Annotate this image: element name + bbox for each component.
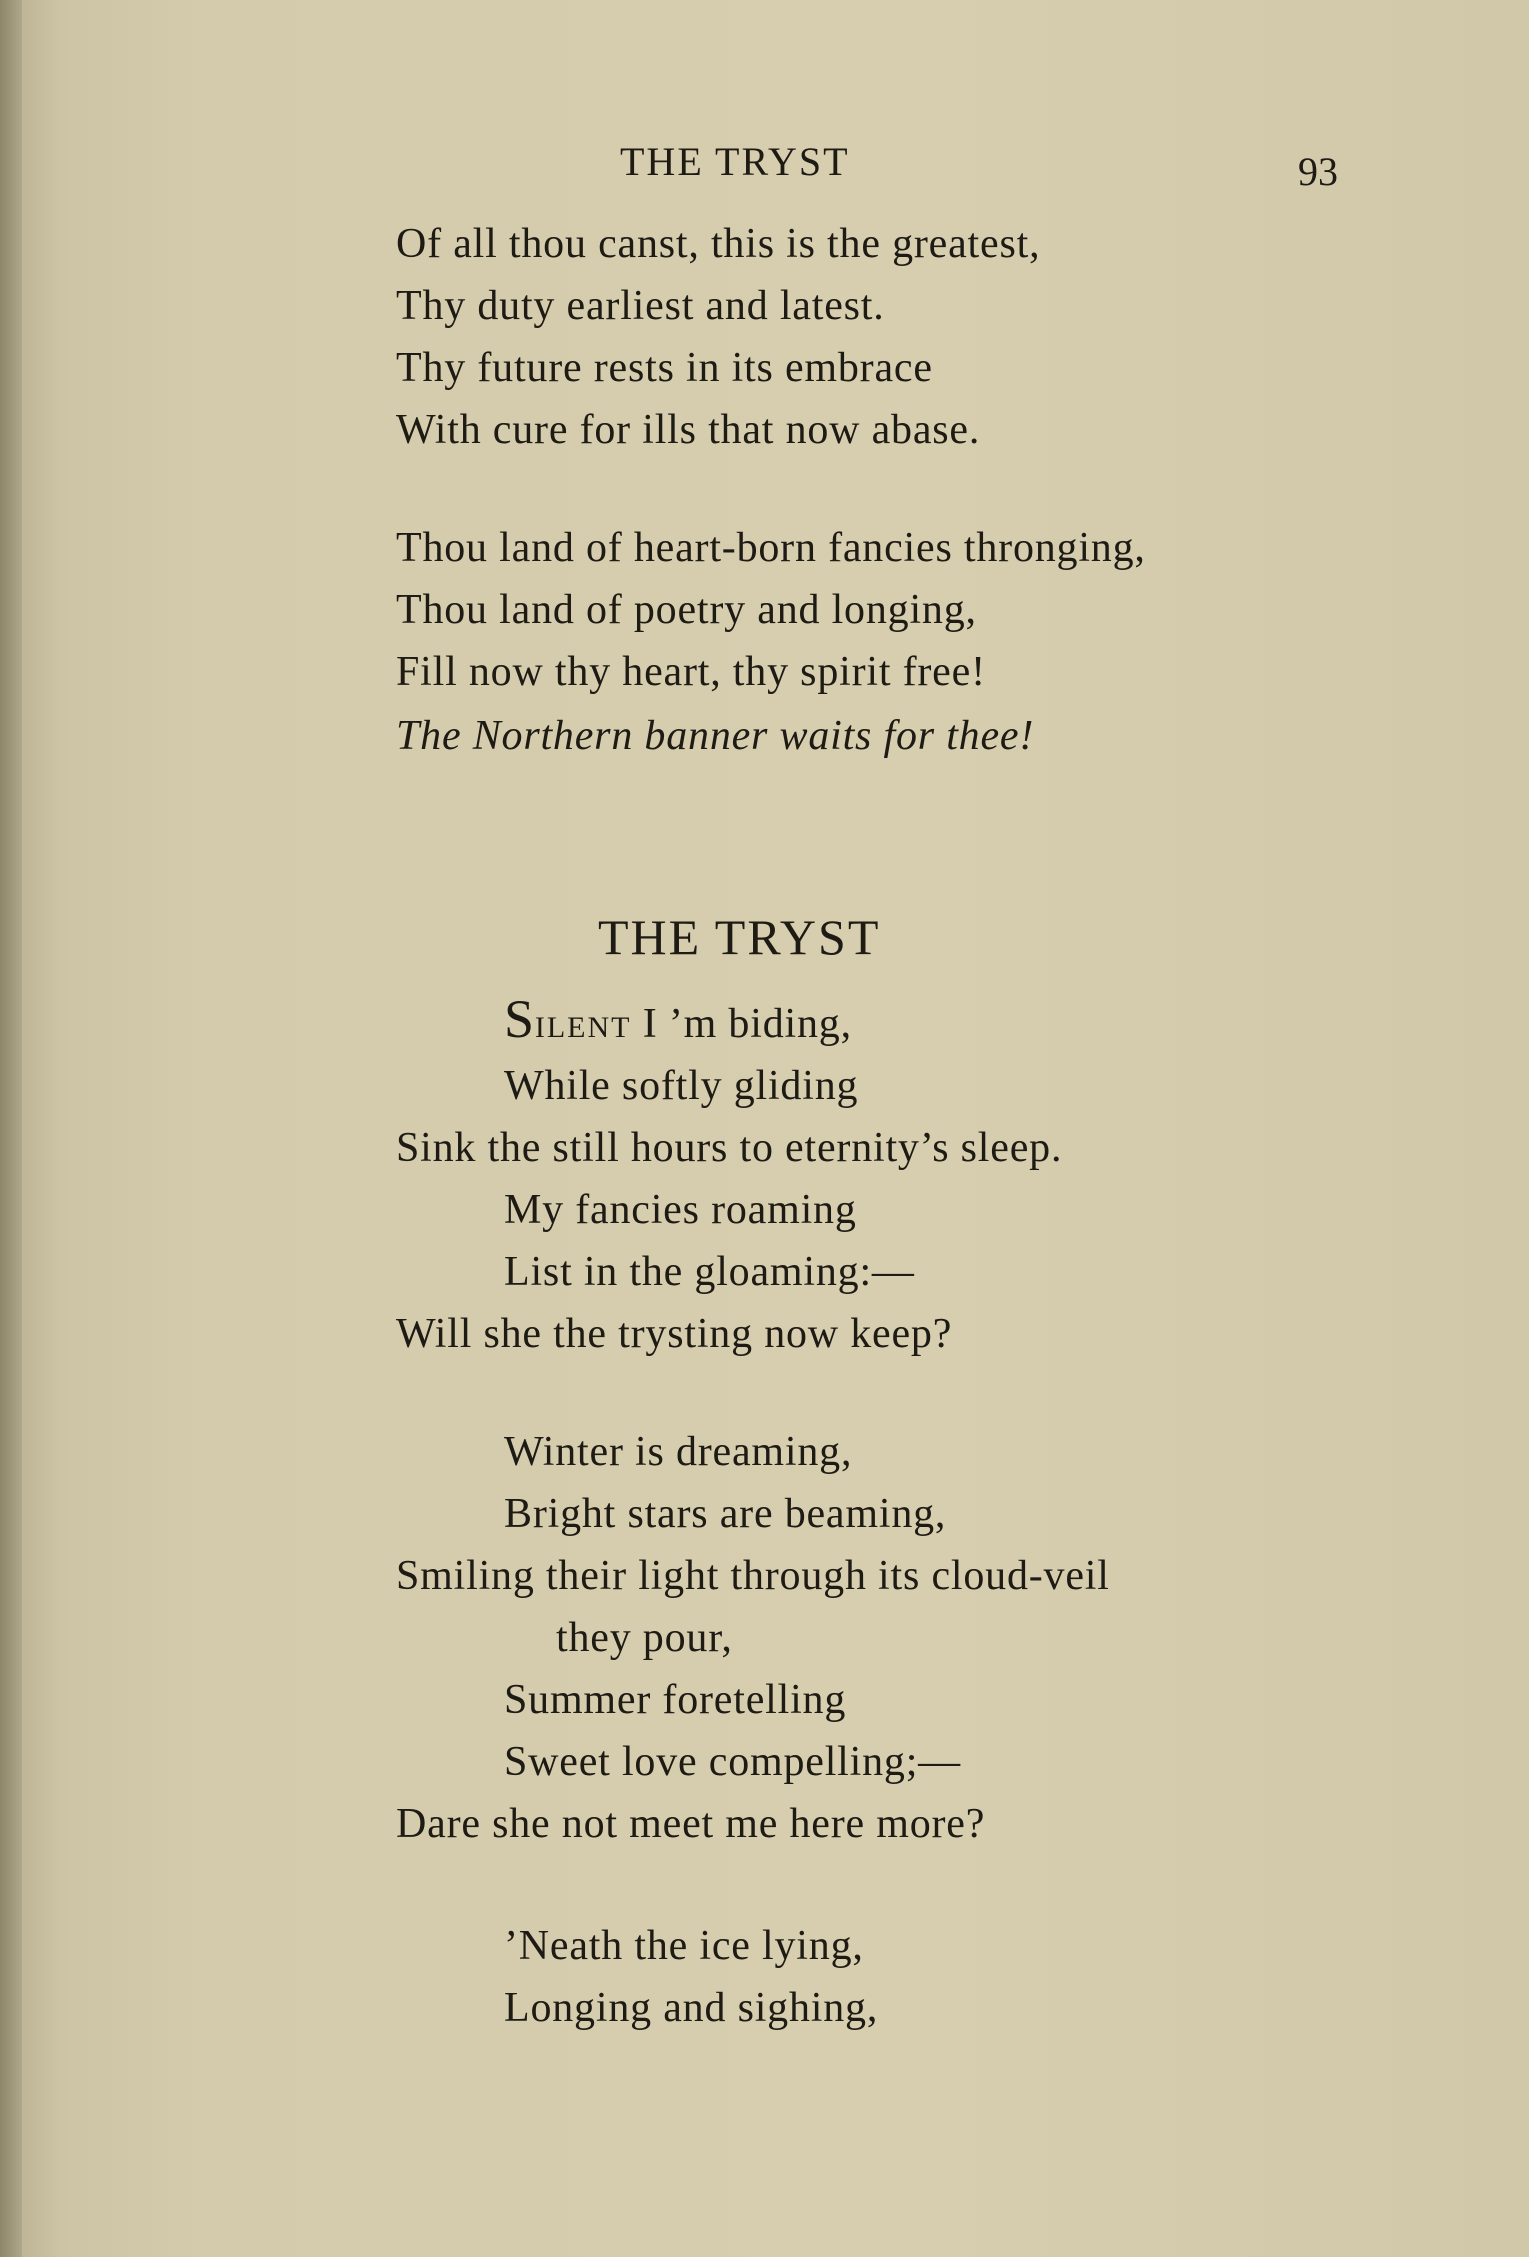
verse-line: Longing and sighing,	[504, 1985, 879, 2031]
verse-line: Bright stars are beaming,	[504, 1491, 947, 1537]
verse-line: My fancies roaming	[504, 1187, 857, 1233]
verse-line: Sweet love compelling;—	[504, 1739, 961, 1785]
verse-line-italic: The Northern banner waits for thee!	[396, 713, 1035, 759]
verse-line: Thou land of poetry and longing,	[396, 587, 977, 633]
verse-line: Dare she not meet me here more?	[396, 1801, 986, 1847]
verse-line: With cure for ills that now abase.	[396, 407, 981, 453]
verse-line: Sink the still hours to eternity’s sleep.	[396, 1125, 1063, 1171]
verse-line: Thy future rests in its embrace	[396, 345, 933, 391]
poem-title: THE TRYST	[598, 909, 881, 965]
verse-line: ’Neath the ice lying,	[504, 1923, 864, 1969]
verse-line: While softly gliding	[504, 1063, 859, 1109]
first-verse-line	[504, 988, 852, 1050]
page-spine-shadow	[0, 0, 22, 2257]
verse-line: Summer foretelling	[504, 1677, 847, 1723]
verse-line: Thy duty earliest and latest.	[396, 283, 885, 329]
verse-line: Of all thou canst, this is the greatest,	[396, 221, 1041, 267]
verse-line-continuation: they pour,	[556, 1615, 733, 1661]
small-caps-word: ILENT	[534, 1011, 632, 1044]
verse-line: List in the gloaming:—	[504, 1249, 915, 1295]
running-header	[0, 132, 1529, 194]
verse-line: Smiling their light through its cloud-veil	[396, 1553, 1110, 1599]
running-title: THE TRYST	[620, 139, 850, 184]
initial-letter: S	[504, 989, 535, 1049]
verse-line: Thou land of heart-born fancies thronging,	[396, 525, 1146, 571]
verse-line: Fill now thy heart, thy spirit free!	[396, 649, 986, 695]
verse-line: Winter is dreaming,	[504, 1429, 853, 1475]
first-line-rest: I ’m biding,	[631, 1001, 852, 1047]
verse-line: Will she the trysting now keep?	[396, 1311, 953, 1357]
page-number: 93	[1298, 149, 1338, 194]
